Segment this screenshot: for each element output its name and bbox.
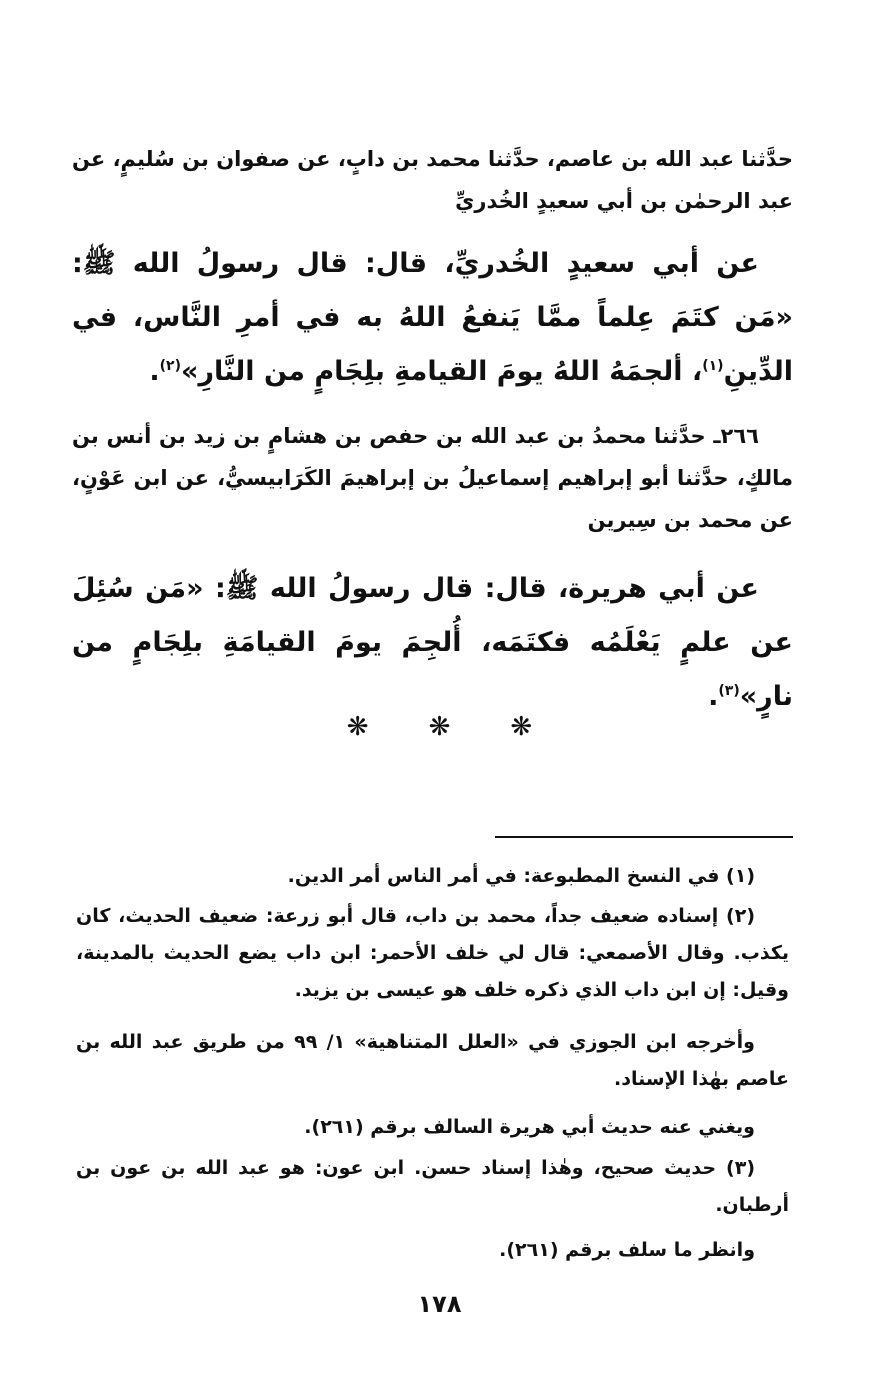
page-number: ١٧٨ <box>417 1290 462 1318</box>
hadith-text: عن أبي هريرة، قال: قال رسولُ الله ﷺ: «مَن سُئِلَ عن علمٍ يَعْلَمُه فكتَمَه، أُلجِمَ يومَ القيامَةِ بلِجَامٍ من نارٍ» <box>72 573 793 712</box>
footnote-2-note: ويغني عنه حديث أبي هريرة السالف برقم (٢٦١). <box>304 1116 755 1138</box>
isnad-paragraph-2 <box>72 415 793 541</box>
footnote-2: (٢) إسناده ضعيف جداً، محمد بن داب، قال أبو زرعة: ضعيف الحديث، كان يكذب. وقال الأصمعي: قال لي خلف الأحمر: ابن داب يضع الحديث بالمدينة، وقيل: إن ابن داب الذي ذكره خلف هو عيسى بن يزيد. <box>76 905 789 1001</box>
isnad-text: ٢٦٦ـ حدَّثنا محمدُ بن عبد الله بن حفص بن هشامٍ بن زيد بن أنس بن مالكٍ، حدَّثنا أبو إبراهيم إسماعيلُ بن إبراهيمَ الكَرَابيسيُّ، عن ابن عَوْنٍ، عن محمد بن سِيرين <box>72 424 793 532</box>
footnote-ref-2: (٢) <box>159 358 181 374</box>
hadith-text-cont: ، ألجمَهُ اللهُ يومَ القيامةِ بلِجَامٍ من النَّارِ» <box>181 356 703 387</box>
footnote-1: (١) في النسخ المطبوعة: في أمر الناس أمر الدين. <box>287 865 755 887</box>
isnad-text: حدَّثنا عبد الله بن عاصم، حدَّثنا محمد بن دابٍ، عن صفوان بن سُليمٍ، عن عبد الرحمٰن بن أبي سعيدٍ الخُدريِّ <box>72 147 793 213</box>
hadith-end: . <box>708 681 719 712</box>
footnote-2-note: وأخرجه ابن الجوزي في «العلل المتناهية» ١/ ٩٩ من طريق عبد الله بن عاصم بهٰذا الإسناد. <box>76 1031 789 1090</box>
star-ornament-icon: ❋ <box>346 712 369 742</box>
hadith-end: . <box>149 356 160 387</box>
hadith-text: عن أبي سعيدٍ الخُدريِّ، قال: قال رسولُ الله ﷺ: «مَن كتَمَ عِلماً ممَّا يَنفعُ اللهُ به في أمرِ النَّاس، في الدِّينِ <box>72 248 793 387</box>
star-ornament-icon: ❋ <box>428 712 451 742</box>
footnote-ref-1: (١) <box>702 358 724 374</box>
footnote-3: (٣) حديث صحيح، وهٰذا إسناد حسن. ابن عون: هو عبد الله بن عون بن أرطبان. <box>76 1157 789 1216</box>
hadith-paragraph-1 <box>72 237 793 399</box>
footnote-ref-3: (٣) <box>718 683 740 699</box>
star-ornament-icon: ❋ <box>510 712 533 742</box>
isnad-paragraph-1 <box>72 138 793 222</box>
footnote-divider <box>495 836 793 838</box>
section-separator <box>0 710 879 744</box>
footnote-3-note: وانظر ما سلف برقم (٢٦١). <box>499 1239 755 1261</box>
hadith-paragraph-2 <box>72 562 793 724</box>
